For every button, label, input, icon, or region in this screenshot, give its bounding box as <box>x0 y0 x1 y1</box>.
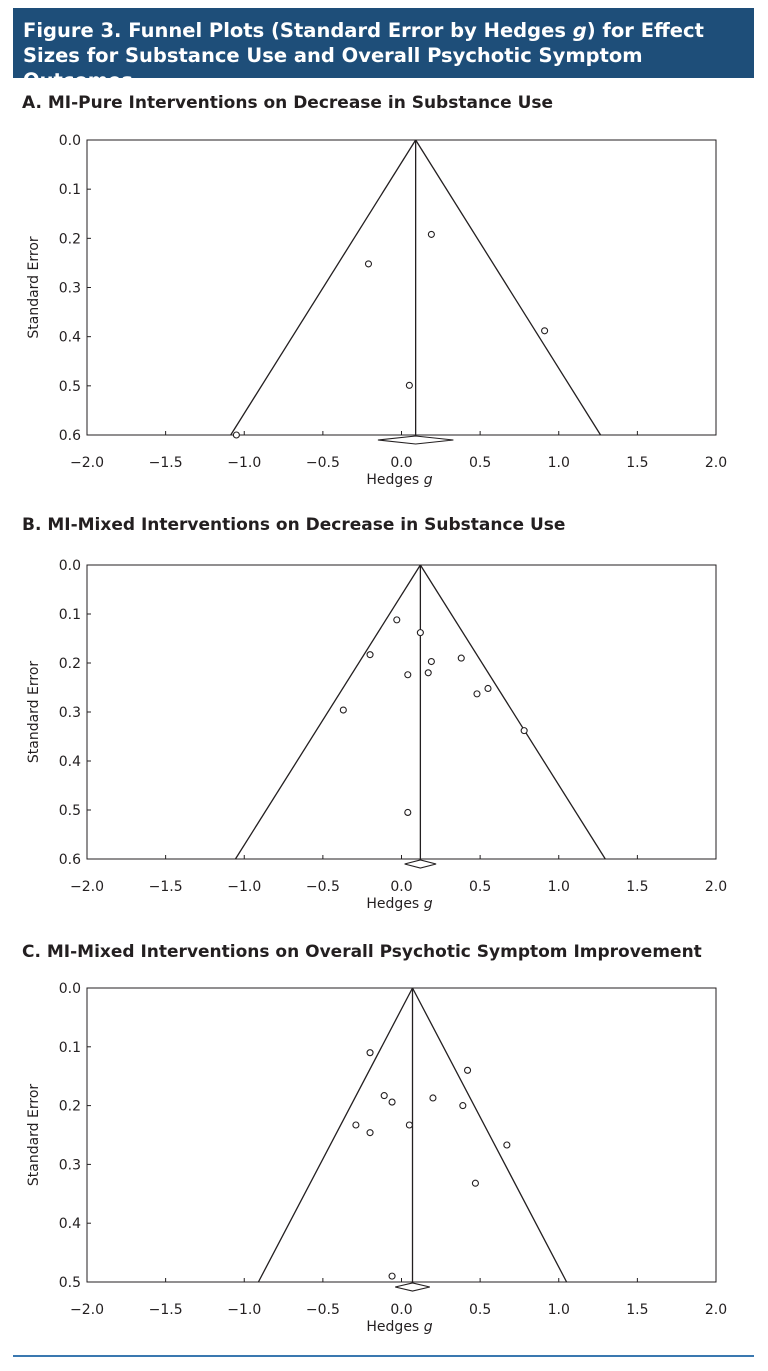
study-point <box>428 659 434 665</box>
study-point <box>504 1142 510 1148</box>
y-tick-label: 0.4 <box>58 1216 81 1233</box>
x-tick-label: 2.0 <box>704 1302 728 1318</box>
x-tick-label: 1.5 <box>626 455 649 471</box>
funnel-right-line <box>416 140 601 435</box>
x-tick-label: 1.0 <box>547 455 570 471</box>
study-point <box>389 1099 395 1105</box>
study-point <box>458 655 464 661</box>
bottom-rule <box>13 1355 754 1357</box>
y-tick-label: 0.0 <box>58 558 81 574</box>
y-tick-label: 0.6 <box>58 852 81 868</box>
y-tick-label: 0.6 <box>58 428 81 444</box>
y-tick-label: 0.0 <box>58 981 81 997</box>
y-tick-label: 0.2 <box>58 656 81 672</box>
panel-b-title: B. MI-Mixed Interventions on Decrease in Substance Use <box>22 515 566 535</box>
x-tick-label: −2.0 <box>70 1302 104 1318</box>
y-tick-label: 0.4 <box>58 754 81 770</box>
study-point <box>430 1095 436 1101</box>
x-tick-label: 0.5 <box>468 455 492 471</box>
study-point <box>367 652 373 658</box>
pooled-estimate-diamond <box>405 860 436 868</box>
study-point <box>394 617 400 623</box>
x-tick-label: 1.5 <box>626 879 649 895</box>
study-point <box>381 1093 387 1099</box>
figure-title: Figure 3. Funnel Plots (Standard Error by Hedges g) for Effect Sizes for Substance Use and Overall Psychotic Symptom Outcomes <box>13 8 754 78</box>
funnel-left-line <box>258 988 412 1282</box>
x-tick-label: −0.5 <box>305 1302 340 1318</box>
study-point <box>472 1180 478 1186</box>
study-point <box>367 1050 373 1056</box>
funnel-left-line <box>235 565 420 859</box>
funnel-right-line <box>420 565 605 859</box>
study-point <box>367 1130 373 1136</box>
y-tick-label: 0.0 <box>58 133 81 149</box>
x-tick-label: −2.0 <box>70 879 104 895</box>
y-axis-label: Standard Error <box>26 236 42 339</box>
funnel-plot-b <box>0 500 768 920</box>
study-point <box>389 1273 395 1279</box>
y-tick-label: 0.2 <box>58 1098 81 1115</box>
x-tick-label: −2.0 <box>70 455 104 471</box>
study-point <box>465 1067 471 1073</box>
study-point <box>405 809 411 815</box>
study-point <box>406 382 412 388</box>
y-tick-label: 0.3 <box>58 705 81 721</box>
x-tick-label: 0.0 <box>390 879 413 895</box>
study-point <box>365 261 371 267</box>
panel-a-title: A. MI-Pure Interventions on Decrease in Substance Use <box>22 93 554 113</box>
study-point <box>460 1103 466 1109</box>
funnel-left-line <box>231 140 416 435</box>
x-tick-label: 2.0 <box>704 879 728 895</box>
x-tick-label: 2.0 <box>704 455 728 471</box>
y-tick-label: 0.1 <box>58 1039 81 1056</box>
x-tick-label: −1.5 <box>148 879 183 895</box>
study-point <box>521 728 527 734</box>
x-tick-label: 0.0 <box>390 1302 413 1318</box>
y-axis-label: Standard Error <box>26 1083 42 1187</box>
plot-frame <box>87 140 716 435</box>
x-tick-label: −1.0 <box>227 455 262 471</box>
study-point <box>485 685 491 691</box>
x-tick-label: 0.5 <box>468 1302 492 1318</box>
pooled-estimate-diamond <box>378 436 453 444</box>
panel-c-title: C. MI-Mixed Interventions on Overall Psychotic Symptom Improvement <box>22 942 702 962</box>
x-tick-label: 0.0 <box>390 455 413 471</box>
pooled-estimate-diamond <box>395 1283 430 1291</box>
x-axis-label: Hedges g <box>366 896 433 912</box>
study-point <box>425 670 431 676</box>
funnel-right-line <box>413 988 567 1282</box>
funnel-plot-a <box>0 0 768 500</box>
x-tick-label: −0.5 <box>305 455 340 471</box>
y-tick-label: 0.5 <box>58 1275 81 1291</box>
y-tick-label: 0.1 <box>58 182 81 199</box>
y-tick-label: 0.2 <box>58 231 81 248</box>
x-tick-label: 1.0 <box>547 879 570 895</box>
y-tick-label: 0.4 <box>58 329 81 346</box>
x-tick-label: 1.5 <box>626 1302 649 1318</box>
x-tick-label: −1.5 <box>148 1302 183 1318</box>
study-point <box>233 432 239 438</box>
funnel-plot-c <box>0 920 768 1350</box>
y-tick-label: 0.3 <box>58 280 81 297</box>
study-point <box>406 1122 412 1128</box>
x-tick-label: −0.5 <box>305 879 340 895</box>
x-axis-label: Hedges g <box>366 472 433 488</box>
study-point <box>542 328 548 334</box>
x-tick-label: −1.5 <box>148 455 183 471</box>
x-tick-label: 1.0 <box>547 1302 570 1318</box>
y-tick-label: 0.1 <box>58 607 81 623</box>
study-point <box>474 691 480 697</box>
plot-frame <box>87 565 716 859</box>
y-axis-label: Standard Error <box>26 660 42 764</box>
study-point <box>340 707 346 713</box>
study-point <box>353 1122 359 1128</box>
plot-frame <box>87 988 716 1282</box>
x-tick-label: −1.0 <box>227 1302 262 1318</box>
x-tick-label: 0.5 <box>468 879 492 895</box>
study-point <box>428 231 434 237</box>
x-tick-label: −1.0 <box>227 879 262 895</box>
x-axis-label: Hedges g <box>366 1319 433 1335</box>
y-tick-label: 0.5 <box>58 378 81 395</box>
y-tick-label: 0.5 <box>58 803 81 819</box>
study-point <box>417 630 423 636</box>
y-tick-label: 0.3 <box>58 1157 81 1174</box>
study-point <box>405 672 411 678</box>
